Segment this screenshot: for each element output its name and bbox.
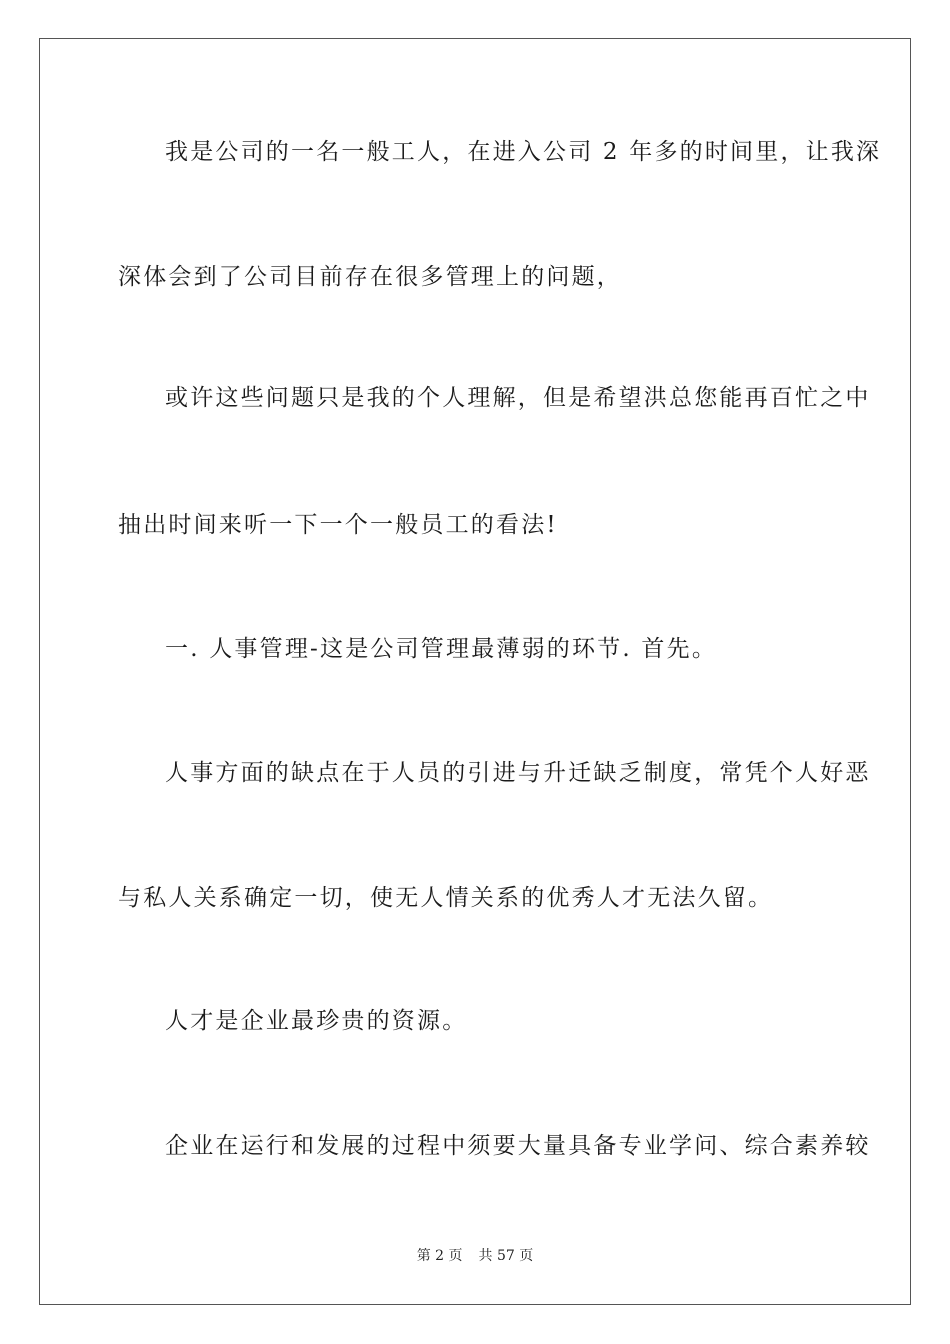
paragraph-line-9: 企业在运行和发展的过程中须要大量具备专业学问、综合素养较 bbox=[165, 1133, 871, 1159]
paragraph-line-7: 与私人关系确定一切，使无人情关系的优秀人才无法久留。 bbox=[118, 885, 774, 911]
paragraph-line-3: 或许这些问题只是我的个人理解，但是希望洪总您能再百忙之中 bbox=[165, 385, 871, 411]
paragraph-line-4: 抽出时间来听一下一个一般员工的看法! bbox=[118, 512, 558, 538]
paragraph-line-2: 深体会到了公司目前存在很多管理上的问题， bbox=[118, 264, 622, 290]
paragraph-line-6: 人事方面的缺点在于人员的引进与升迁缺乏制度，常凭个人好恶 bbox=[165, 760, 871, 786]
paragraph-line-1: 我是公司的一名一般工人，在进入公司 2 年多的时间里，让我深 bbox=[165, 139, 882, 165]
page-frame bbox=[39, 38, 911, 1305]
page-number: 第 2 页 bbox=[416, 1248, 463, 1264]
section-heading-personnel: 一. 人事管理-这是公司管理最薄弱的环节. 首先。 bbox=[165, 636, 718, 662]
page-footer bbox=[0, 1247, 950, 1265]
page-total: 共 57 页 bbox=[478, 1248, 534, 1264]
paragraph-line-8: 人才是企业最珍贵的资源。 bbox=[165, 1008, 468, 1034]
